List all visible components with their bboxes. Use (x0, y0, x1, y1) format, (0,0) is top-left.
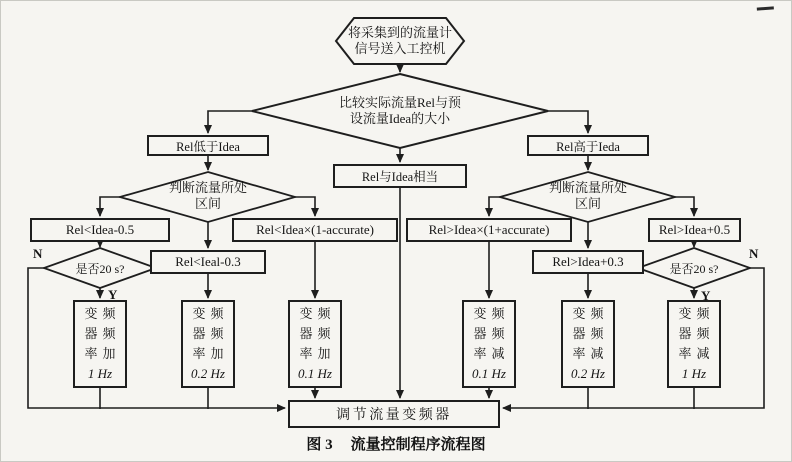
figure-caption-number: 图 3 (306, 437, 333, 453)
action-add-02hz-box (181, 300, 235, 388)
text-line: 区间 (194, 196, 221, 211)
edge-compare-to-rel-high (548, 111, 588, 133)
text-line: 变频 (473, 306, 510, 321)
judge-right-diamond-label (508, 174, 668, 218)
text-line: 0.2 Hz (191, 366, 225, 381)
rel-equal-box: Rel与Idea相当 (333, 164, 467, 188)
edge-timer-right-no-bus (503, 268, 764, 408)
timer-left-yes-label: Y (108, 287, 118, 302)
text-line: 器频 (299, 326, 336, 341)
edge-compare-to-rel-low (208, 111, 252, 133)
text-line: 率减 (473, 346, 510, 361)
action-sub-02hz-box (561, 300, 615, 388)
rel-low-box: Rel低于Idea (147, 135, 269, 156)
text-line: 信号送入工控机 (354, 41, 446, 56)
text-line: 1 Hz (681, 366, 707, 381)
text-line: 器频 (84, 326, 121, 341)
timer-left-no-label: N (33, 246, 43, 261)
cond-rel-gt-idea-accurate-box: Rel>Idea×(1+accurate) (406, 218, 572, 242)
text-line: 率加 (84, 346, 121, 361)
text-line: 率减 (678, 346, 715, 361)
compare-diamond-label (270, 80, 530, 142)
text-line: 率加 (192, 346, 229, 361)
edge-timer-left-no-bus (28, 268, 285, 408)
action-sub-01hz-box (462, 300, 516, 388)
timer-right-diamond-label: 是否20 s? (669, 261, 719, 276)
text-line: 0.1 Hz (472, 366, 506, 381)
edge-judge-left-to-cond-lt-acc (295, 197, 315, 216)
text-line: 率加 (299, 346, 336, 361)
edge-judge-left-to-cond-lt-05 (100, 197, 120, 216)
cond-rel-lt-idea-accurate-box: Rel<Idea×(1-accurate) (232, 218, 398, 242)
timer-left-diamond-label: 是否20 s? (75, 261, 125, 276)
cond-rel-gt-idea-05-box: Rel>Idea+0.5 (648, 218, 741, 242)
judge-left-diamond-label (128, 174, 288, 218)
start-node-label (336, 18, 464, 64)
text-line: 变频 (572, 306, 609, 321)
timer-right-no-label: N (749, 246, 759, 261)
adjust-converter-box: 调节流量变频器 (288, 400, 500, 428)
action-add-1hz-box (73, 300, 127, 388)
figure-caption (0, 433, 792, 454)
text-line: 器频 (572, 326, 609, 341)
text-line: 设流量Idea的大小 (349, 111, 451, 126)
text-line: 变频 (84, 306, 121, 321)
action-sub-1hz-box (667, 300, 721, 388)
action-add-01hz-box (288, 300, 342, 388)
edge-judge-right-to-cond-gt-acc (489, 197, 500, 216)
scan-artifact-mark (757, 6, 775, 15)
figure-caption-title: 流量控制程序流程图 (350, 437, 486, 453)
text-line: 器频 (192, 326, 229, 341)
text-line: 变频 (299, 306, 336, 321)
text-line: 0.2 Hz (571, 366, 605, 381)
timer-right-yes-label: Y (701, 288, 711, 303)
cond-rel-lt-ieal-03-box: Rel<Ieal-0.3 (150, 250, 266, 274)
text-line: 1 Hz (87, 366, 113, 381)
text-line: 变频 (192, 306, 229, 321)
text-line: 0.1 Hz (298, 366, 332, 381)
text-line: 判断流量所处 (548, 180, 627, 195)
text-line: 器频 (473, 326, 510, 341)
cond-rel-lt-idea-05-box: Rel<Idea-0.5 (30, 218, 170, 242)
text-line: 区间 (574, 196, 601, 211)
rel-high-box: Rel高于Ieda (527, 135, 649, 156)
text-line: 将采集到的流量计 (347, 25, 452, 40)
text-line: 变频 (678, 306, 715, 321)
cond-rel-gt-idea-03-box: Rel>Idea+0.3 (532, 250, 644, 274)
text-line: 判断流量所处 (168, 180, 247, 195)
text-line: 率减 (572, 346, 609, 361)
text-line: 器频 (678, 326, 715, 341)
edge-judge-right-to-cond-gt-05 (675, 197, 694, 216)
text-line: 比较实际流量Rel与预 (338, 95, 462, 110)
